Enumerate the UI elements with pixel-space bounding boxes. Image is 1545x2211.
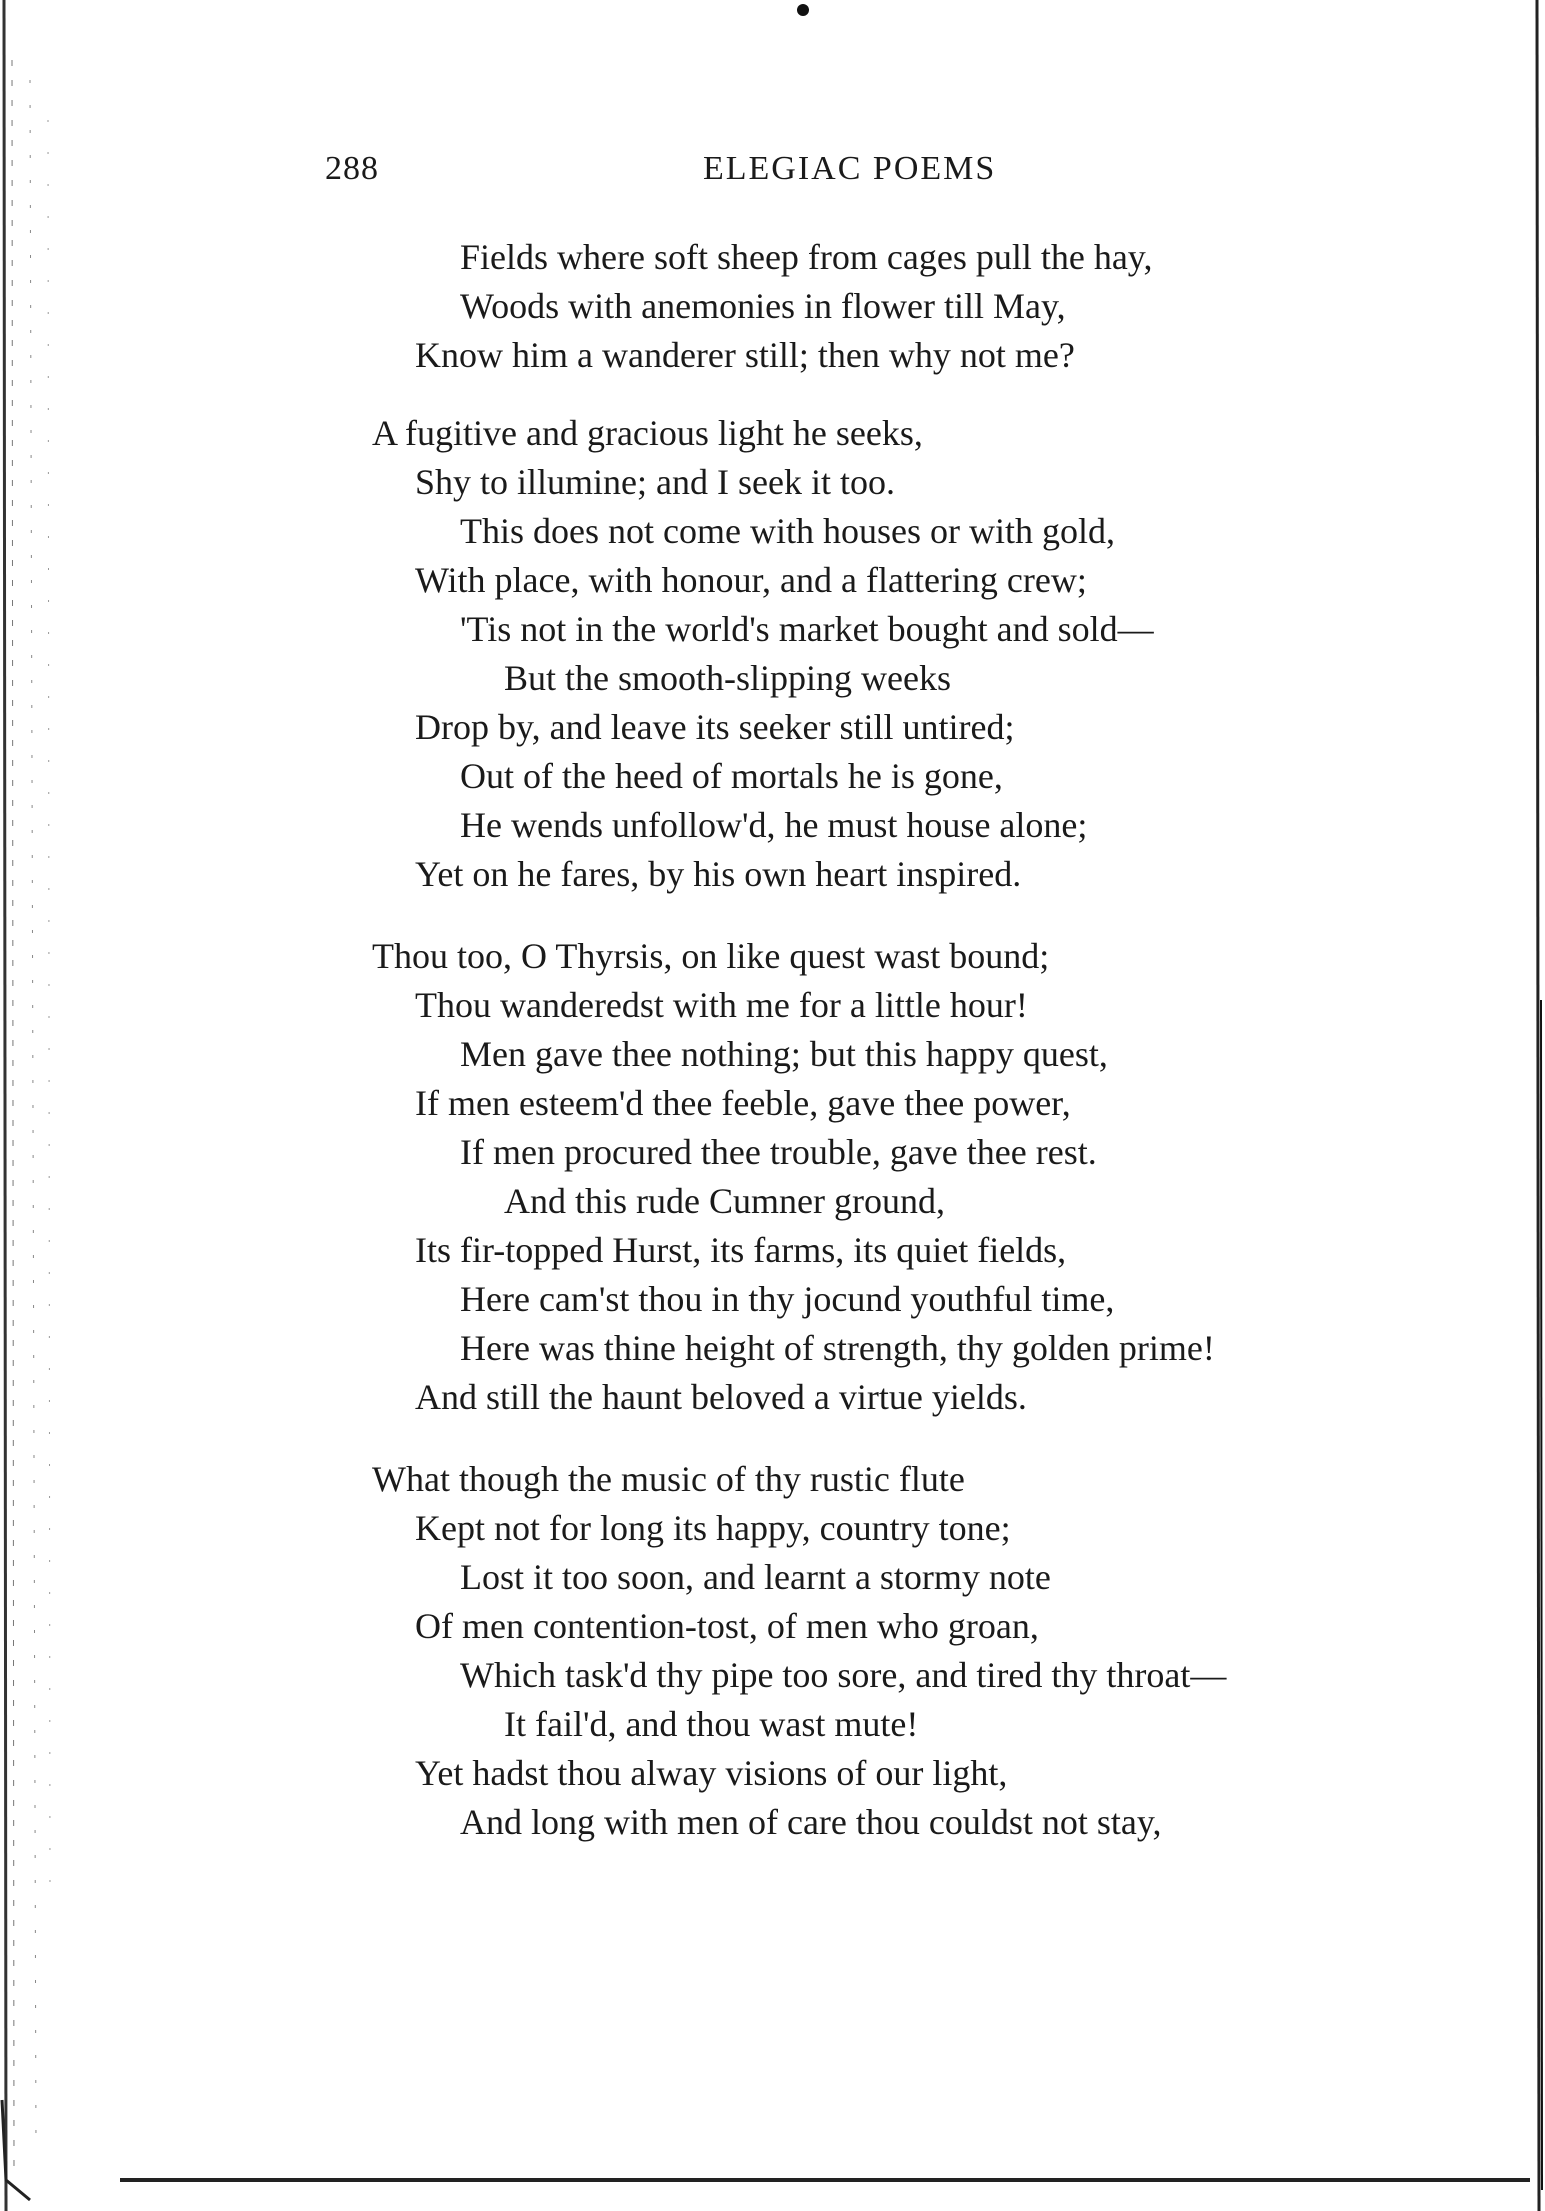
page-number: 288 xyxy=(325,150,379,187)
poem-line: Which task'd thy pipe too sore, and tired thy throat— xyxy=(460,1655,1227,1695)
poem-line: This does not come with houses or with gold, xyxy=(460,511,1115,551)
poem-line: Thou wanderedst with me for a little hour! xyxy=(415,985,1028,1025)
poem-line: Shy to illumine; and I seek it too. xyxy=(415,462,895,502)
poem-line: Thou too, O Thyrsis, on like quest wast bound; xyxy=(372,936,1050,976)
poem-line: Woods with anemonies in flower till May, xyxy=(460,286,1066,326)
ink-mark xyxy=(797,4,809,16)
poem-line: Drop by, and leave its seeker still untired; xyxy=(415,707,1015,747)
poem-line: It fail'd, and thou wast mute! xyxy=(504,1704,919,1744)
scan-edge-right xyxy=(1515,0,1545,2211)
poem-line: Men gave thee nothing; but this happy quest, xyxy=(460,1034,1108,1074)
poem-line: Know him a wanderer still; then why not me? xyxy=(415,335,1075,375)
poem-line: And still the haunt beloved a virtue yields. xyxy=(415,1377,1027,1417)
poem-line: Of men contention-tost, of men who groan, xyxy=(415,1606,1039,1646)
poem-line: Lost it too soon, and learnt a stormy note xyxy=(460,1557,1051,1597)
poem-line: A fugitive and gracious light he seeks, xyxy=(372,413,923,453)
poem-line: If men procured thee trouble, gave thee rest. xyxy=(460,1132,1097,1172)
poem-line: He wends unfollow'd, he must house alone; xyxy=(460,805,1088,845)
poem-line: What though the music of thy rustic flute xyxy=(372,1459,965,1499)
poem-line: With place, with honour, and a flattering crew; xyxy=(415,560,1087,600)
poem-line: Here cam'st thou in thy jocund youthful time, xyxy=(460,1279,1115,1319)
page-bottom-rule xyxy=(120,2178,1530,2182)
poem-line: Out of the heed of mortals he is gone, xyxy=(460,756,1003,796)
poem-line: Yet hadst thou alway visions of our light, xyxy=(415,1753,1008,1793)
poem-line: And long with men of care thou couldst not stay, xyxy=(460,1802,1162,1842)
poem-line: Kept not for long its happy, country tone; xyxy=(415,1508,1011,1548)
poem-line: And this rude Cumner ground, xyxy=(504,1181,945,1221)
poem-line: If men esteem'd thee feeble, gave thee power, xyxy=(415,1083,1071,1123)
poem-line: Fields where soft sheep from cages pull the hay, xyxy=(460,237,1153,277)
running-head xyxy=(0,150,1545,200)
poem-line: Yet on he fares, by his own heart inspired. xyxy=(415,854,1022,894)
poem-line: Its fir-topped Hurst, its farms, its quiet fields, xyxy=(415,1230,1067,1270)
poem-line: But the smooth-slipping weeks xyxy=(504,658,951,698)
poem-line: Here was thine height of strength, thy golden prime! xyxy=(460,1328,1215,1368)
running-title: ELEGIAC POEMS xyxy=(703,150,997,187)
scan-edge-left xyxy=(0,0,60,2211)
poem-line: 'Tis not in the world's market bought and sold— xyxy=(460,609,1154,649)
